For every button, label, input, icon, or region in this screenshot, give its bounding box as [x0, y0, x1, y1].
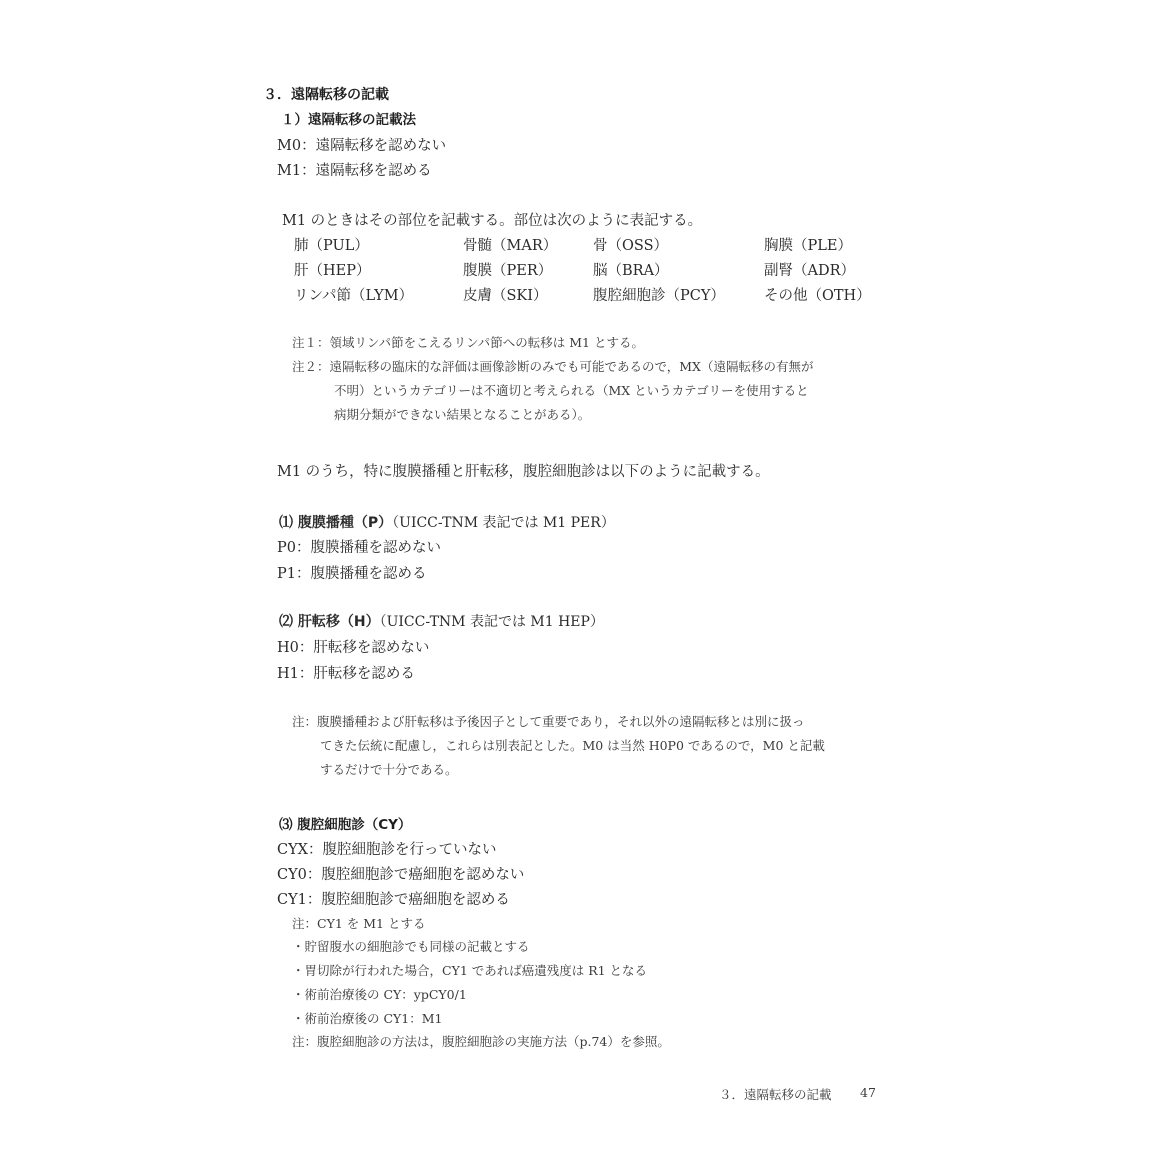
peritoneal-heading-uicc: （UICC-TNM 表記では M1 PER） — [392, 515, 615, 531]
cytology-bullet-2: ・胃切除が行われた場合，CY1 であれば癌遺残度は R1 となる — [292, 963, 648, 978]
note-1: 注１：領域リンパ節をこえるリンパ節への転移は M1 とする。 — [292, 335, 644, 350]
site-adr: 副腎（ADR） — [764, 263, 856, 279]
m0-definition: M0：遠隔転移を認めない — [277, 138, 447, 154]
liver-heading-uicc: （UICC-TNM 表記では M1 HEP） — [379, 614, 604, 630]
cytology-bullet-4: ・術前治療後の CY1：M1 — [292, 1011, 443, 1026]
sites-intro: M1 のときはその部位を記載する。部位は次のように表記する。 — [282, 213, 703, 229]
site-pcy: 腹腔細胞診（PCY） — [593, 288, 725, 304]
site-oss: 骨（OSS） — [593, 238, 668, 254]
cy0-definition: CY0：腹腔細胞診で癌細胞を認めない — [277, 867, 525, 883]
note-3-line-1: 注：腹膜播種および肝転移は予後因子として重要であり，それ以外の遠隔転移とは別に扱っ — [292, 714, 805, 729]
note-2-line-2: 不明）というカテゴリーは不適切と考えられる（MX というカテゴリーを使用すると — [334, 383, 809, 398]
p0-definition: P0：腹膜播種を認めない — [277, 540, 441, 556]
m1-definition: M1：遠隔転移を認める — [277, 163, 432, 179]
note-3-line-3: するだけで十分である。 — [320, 762, 458, 777]
site-lym: リンパ節（LYM） — [294, 288, 414, 304]
site-ski: 皮膚（SKI） — [463, 288, 548, 304]
site-bra: 脳（BRA） — [593, 263, 669, 279]
m1-subtypes-intro: M1 のうち，特に腹膜播種と肝転移，腹腔細胞診は以下のように記載する。 — [277, 464, 770, 480]
cytology-bullet-1: ・貯留腹水の細胞診でも同様の記載とする — [292, 939, 530, 954]
cytology-bullet-3: ・術前治療後の CY：ypCY0/1 — [292, 987, 467, 1002]
liver-heading-label: ⑵ 肝転移（H） — [279, 614, 380, 630]
note-2-line-3: 病期分類ができない結果となることがある）。 — [334, 407, 591, 422]
h1-definition: H1：肝転移を認める — [277, 666, 415, 682]
site-oth: その他（OTH） — [764, 288, 871, 304]
page-number: 47 — [860, 1085, 876, 1100]
note-2-line-1: 注２：遠隔転移の臨床的な評価は画像診断のみでも可能であるので，MX（遠隔転移の有無が — [292, 359, 814, 374]
method-heading: １）遠隔転移の記載法 — [281, 112, 416, 128]
site-ple: 胸膜（PLE） — [764, 238, 852, 254]
p1-definition: P1：腹膜播種を認める — [277, 566, 427, 582]
cytology-heading: ⑶ 腹腔細胞診（CY） — [279, 817, 412, 833]
h0-definition: H0：肝転移を認めない — [277, 640, 430, 656]
site-mar: 骨髄（MAR） — [463, 238, 558, 254]
site-per: 腹膜（PER） — [463, 263, 553, 279]
section-title: ３．遠隔転移の記載 — [263, 87, 389, 103]
site-pul: 肺（PUL） — [294, 238, 369, 254]
peritoneal-heading-label: ⑴ 腹膜播種（P） — [279, 515, 393, 531]
peritoneal-heading — [279, 512, 615, 532]
site-hep: 肝（HEP） — [294, 263, 371, 279]
running-head: ３．遠隔転移の記載 — [719, 1087, 832, 1102]
liver-heading — [279, 611, 604, 631]
cytology-note-b: 注：腹腔細胞診の方法は，腹腔細胞診の実施方法（p.74）を参照。 — [292, 1034, 670, 1049]
cy1-definition: CY1：腹腔細胞診で癌細胞を認める — [277, 892, 510, 908]
note-3-line-2: てきた伝統に配慮し，これらは別表記とした。M0 は当然 H0P0 であるので，M0 と記載 — [320, 738, 825, 753]
cytology-note-a: 注：CY1 を M1 とする — [292, 916, 426, 931]
cyx-definition: CYX：腹腔細胞診を行っていない — [277, 842, 497, 858]
